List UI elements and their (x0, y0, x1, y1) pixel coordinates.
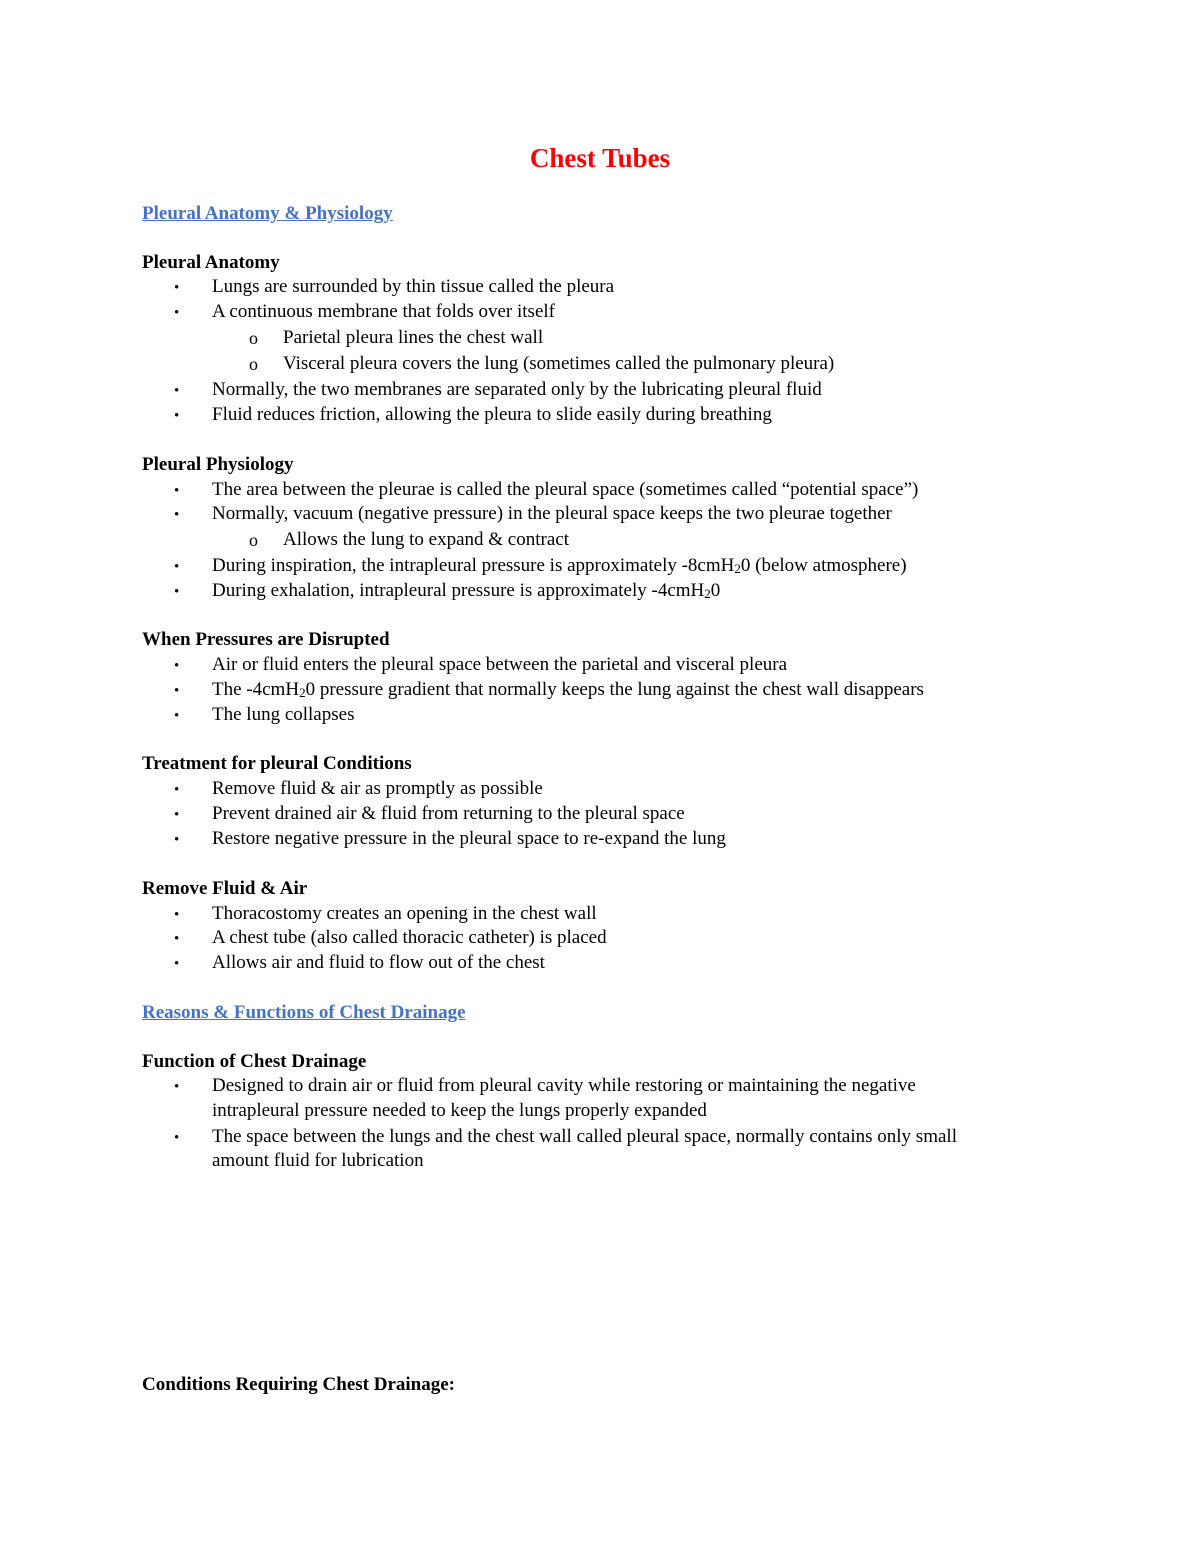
sub-bullet-icon: o (249, 530, 258, 550)
subscript: 2 (704, 586, 711, 601)
heading-conditions-requiring-drainage: Conditions Requiring Chest Drainage: (142, 1374, 455, 1395)
text-run: 0 pressure gradient that normally keeps the lung against the chest wall disappears (305, 679, 924, 700)
bullet-icon: • (174, 956, 180, 972)
bullet-icon: • (174, 832, 180, 848)
list-item: Fluid reduces friction, allowing the pleura to slide easily during breathing (212, 404, 772, 425)
bullet-icon: • (174, 807, 180, 823)
bullet-icon: • (174, 280, 180, 296)
text-run: The -4cmH (212, 679, 300, 700)
list-item: Lungs are surrounded by thin tissue called the pleura (212, 276, 615, 297)
subscript: 2 (299, 685, 306, 700)
text-run: During exhalation, intrapleural pressure is approximately -4cmH (212, 580, 705, 601)
bullet-icon: • (174, 305, 180, 321)
bullet-icon: • (174, 683, 180, 699)
text-run: 0 (below atmosphere) (740, 555, 907, 576)
list-item (212, 579, 720, 603)
bullet-icon: • (174, 931, 180, 947)
bullet-icon: • (174, 1079, 180, 1095)
list-item: Restore negative pressure in the pleural space to re-expand the lung (212, 828, 726, 849)
list-item: Normally, the two membranes are separated only by the lubricating pleural fluid (212, 379, 822, 400)
list-item: A continuous membrane that folds over itself (212, 301, 555, 322)
list-item: Normally, vacuum (negative pressure) in the pleural space keeps the two pleurae together (212, 503, 892, 524)
sub-list-item: Parietal pleura lines the chest wall (283, 327, 544, 348)
sub-bullet-icon: o (249, 328, 258, 348)
bullet-icon: • (174, 708, 180, 724)
list-item: The space between the lungs and the chest wall called pleural space, normally contains only small (212, 1126, 957, 1147)
section-link-reasons-functions[interactable]: Reasons & Functions of Chest Drainage (142, 1002, 466, 1023)
bullet-icon: • (174, 907, 180, 923)
list-item: Air or fluid enters the pleural space between the parietal and visceral pleura (212, 654, 788, 675)
heading-pleural-anatomy: Pleural Anatomy (142, 252, 280, 273)
bullet-icon: • (174, 483, 180, 499)
list-item: Designed to drain air or fluid from pleural cavity while restoring or maintaining the negative (212, 1075, 916, 1096)
list-item-continuation: amount fluid for lubrication (212, 1150, 424, 1171)
bullet-icon: • (174, 658, 180, 674)
sub-list-item: Allows the lung to expand & contract (283, 529, 569, 550)
text-run: During inspiration, the intrapleural pressure is approximately -8cmH (212, 555, 735, 576)
heading-remove-fluid-air: Remove Fluid & Air (142, 878, 308, 899)
bullet-icon: • (174, 559, 180, 575)
bullet-icon: • (174, 507, 180, 523)
page-title: Chest Tubes (529, 143, 671, 173)
bullet-icon: • (174, 584, 180, 600)
list-item (212, 554, 907, 578)
heading-function-chest-drainage: Function of Chest Drainage (142, 1051, 367, 1072)
heading-pleural-physiology: Pleural Physiology (142, 454, 294, 475)
bullet-icon: • (174, 383, 180, 399)
list-item: The lung collapses (212, 704, 355, 725)
heading-treatment: Treatment for pleural Conditions (142, 753, 412, 774)
bullet-icon: • (174, 408, 180, 424)
text-run: 0 (710, 580, 721, 601)
list-item: Prevent drained air & fluid from returning to the pleural space (212, 803, 685, 824)
list-item: The area between the pleurae is called the pleural space (sometimes called “potential space”) (212, 479, 919, 500)
sub-bullet-icon: o (249, 354, 258, 374)
list-item: Allows air and fluid to flow out of the chest (212, 952, 545, 973)
list-item: Thoracostomy creates an opening in the chest wall (212, 903, 597, 924)
heading-pressures-disrupted: When Pressures are Disrupted (142, 629, 390, 650)
bullet-icon: • (174, 782, 180, 798)
sub-list-item: Visceral pleura covers the lung (sometimes called the pulmonary pleura) (283, 353, 835, 374)
list-item (212, 678, 924, 702)
list-item-continuation: intrapleural pressure needed to keep the lungs properly expanded (212, 1100, 707, 1121)
list-item: A chest tube (also called thoracic catheter) is placed (212, 927, 607, 948)
bullet-icon: • (174, 1130, 180, 1146)
list-item: Remove fluid & air as promptly as possible (212, 778, 543, 799)
subscript: 2 (734, 561, 741, 576)
section-link-pleural-anatomy-physiology[interactable]: Pleural Anatomy & Physiology (142, 203, 393, 224)
